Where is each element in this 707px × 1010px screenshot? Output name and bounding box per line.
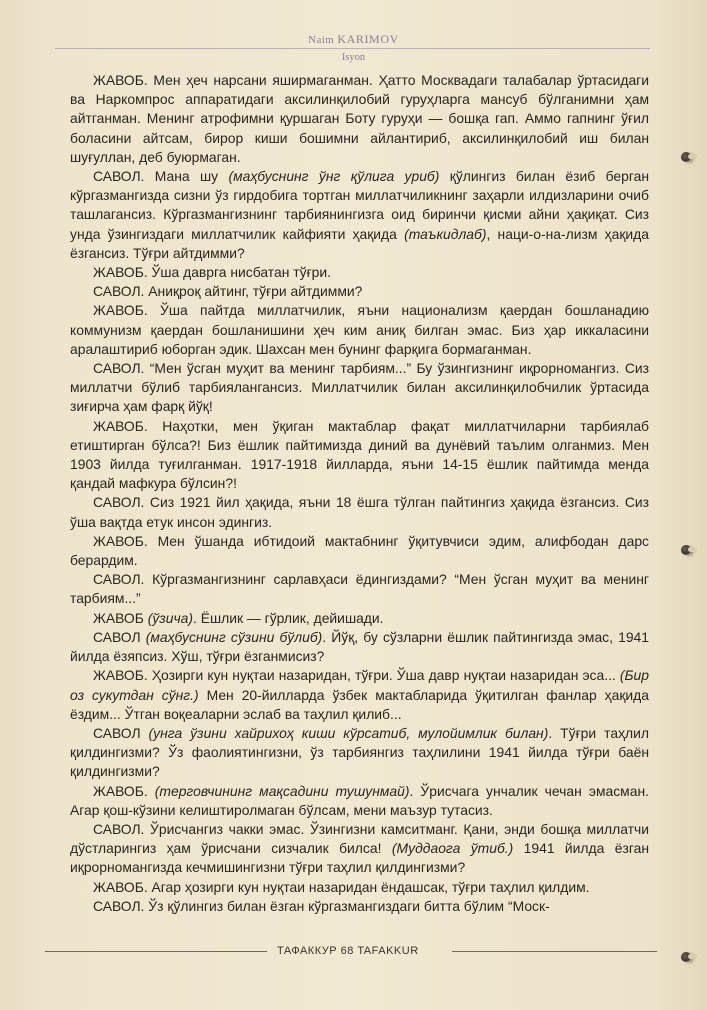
- paragraph-text: ЖАВОБ. Ҳозирги кун нуқтаи назаридан, тўғри. Ўша давр нуқтаи назаридан эса...: [93, 667, 620, 684]
- paragraph-text: . Йўқ, бу сўзларни ёшлик пайтингизда эмас, 1941 йилда ёзяпсиз. Хўш, тўғри ёзганмисиз?: [70, 628, 650, 665]
- paragraph-text: . Ёшлик — гўрлик, дейишади.: [192, 609, 384, 626]
- author-first-name: Naim: [308, 34, 335, 46]
- binding-hole-icon: [681, 152, 691, 162]
- paragraph-text: ЖАВОБ: [93, 609, 148, 626]
- paragraph-text: ЖАВОБ. Мен ҳеч нарсани яширмаганман. Ҳатто Москвадаги талабалар ўртасидаги ва Наркомпрос аппаратидаги аксилинқилобий гуруҳларга мансуб бўлганимни ҳам айтганман. Менинг атрофимни қуршаган Боту гуруҳи — бошқа гап. Аммо гапнинг ўғил боласини айтсам, бирор киши бошимни айлантириб, аксилинқилобий иш билан шуғуллан, деб буюрмаган.: [70, 72, 649, 165]
- stage-direction: (Муддаога ўтиб.): [391, 840, 514, 857]
- stage-direction: (унга ўзини хайрихоҳ киши кўрсатиб, мулойимлик билан): [148, 724, 549, 741]
- running-head: [0, 33, 707, 64]
- paragraph-text: . Ўрисчага унчалик чечан эмасман. Агар қош-кўзини келиштиролмаган бўлсам, мени маъзур тутасиз.: [70, 782, 649, 818]
- paragraph: [70, 628, 649, 666]
- paragraph-text: , наци-о-на-лизм ҳақида ёзгансиз. Тўғри айтдимми?: [70, 225, 649, 261]
- paragraph-text: САВОЛ. “Мен ўсган муҳит ва менинг тарбиям...” Бу ўзингизнинг иқрорномангиз. Сиз миллатчи бўлиб тарбияланганcиз. Миллатчилик билан аксилинқилобчилик ўртасида зиғирча ҳам фарқ йўқ!: [70, 360, 649, 415]
- footer-rule-right: [452, 951, 657, 952]
- paragraph: [70, 263, 649, 282]
- paragraph: [70, 878, 649, 897]
- paragraph-text: 1941 йилда ёзган иқрорномангизда кечмишингизни тўғри таҳлил қилдингизми?: [70, 840, 649, 876]
- binding-hole-icon: [681, 545, 691, 555]
- body-text: [70, 71, 650, 916]
- stage-direction: (терговчининг мақсадини тушунмай): [154, 782, 410, 799]
- paragraph-text: САВОЛ. Мана шу: [93, 168, 229, 185]
- stage-direction: (ўзича): [147, 609, 193, 626]
- paragraph-text: Мен 20-йилларда ўзбек мактабларида ўқитилган фанлар ҳақида ёздим... Ўтган воқеаларни эслаб ва таҳлил қилиб...: [70, 686, 649, 722]
- paragraph-text: ЖАВОБ. Мен ўшанда ибтидоий мактабнинг ўқитувчиси эдим, алифбодан дарс берардим.: [70, 532, 649, 569]
- paragraph: [70, 609, 649, 628]
- binding-hole-icon: [681, 952, 691, 962]
- paragraph-text: САВОЛ. Ўрисчангиз чакки эмас. Ўзингизни камситманг. Қани, энди бошқа миллатчи дўстларингиз ҳам ўрисчани сизчалик билса!: [70, 820, 649, 857]
- paragraph-text: ЖАВОБ. Агар ҳозирги кун нуқтаи назаридан ёндашсак, тўғри таҳлил қилдим.: [93, 878, 590, 895]
- paragraph: [70, 167, 649, 263]
- stage-direction: (маҳбуснинг сўзини бўлиб): [145, 628, 323, 645]
- stage-direction: (маҳбуснинг ўнг қўлига уриб): [228, 168, 440, 185]
- paragraph-text: САВОЛ. Ўз қўлингиз билан ёзган кўргазмангиздаги битта бўлим “Моск-: [93, 897, 550, 914]
- paragraph-text: САВОЛ: [93, 628, 146, 645]
- footer-label: ТАФАККУР 68 TAFAKKUR: [277, 945, 419, 957]
- paragraph: [70, 570, 649, 608]
- header-rule: [55, 48, 650, 49]
- paragraph: [70, 71, 649, 167]
- paragraph: [70, 666, 649, 724]
- paragraph-text: ЖАВОБ.: [93, 782, 155, 799]
- paragraph: [70, 359, 649, 417]
- author-name: [0, 33, 707, 47]
- paragraph: [70, 417, 649, 494]
- paragraph: [70, 820, 649, 878]
- paragraph-text: ЖАВОБ. Ўша даврга нисбатан тўғри.: [93, 264, 331, 281]
- paragraph: [70, 724, 649, 782]
- paragraph-text: САВОЛ. Сиз 1921 йил ҳақида, яъни 18 ёшга тўлган пайтингиз ҳақида ёзгансиз. Сиз ўша вақтда етук инсон эдингиз.: [70, 494, 649, 530]
- paragraph-text: . Тўғри таҳлил қилдингизми? Ўз фаолиятингизни, ўз тарбиянгиз таҳлилини 1941 йилда тўғри баён қилдингизми?: [70, 724, 649, 780]
- footer-rule-left: [45, 951, 267, 952]
- paragraph-text: САВОЛ: [93, 724, 149, 741]
- paragraph: [70, 897, 649, 916]
- paragraph-text: ЖАВОБ. Наҳотки, мен ўқиган мактаблар фақат миллатчиларни тарбиялаб етиштирган бўлса?! Биз ёшлик пайтимизда диний ва дунёвий таълим олганмиз. Мен 1903 йилда туғилганман. 1917-1918 йилларда, яъни 14-15 ёшлик пайтимда менда қандай мафкура бўлсин?!: [70, 417, 649, 492]
- running-title: Isyon: [341, 52, 366, 63]
- paragraph: [70, 301, 649, 359]
- page-footer: [45, 945, 657, 959]
- stage-direction: (Бир оз сукутдан сўнг.): [70, 667, 649, 703]
- paragraph-text: САВОЛ. Кўргазмангизнинг сарлавҳаси ёдингиздами? “Мен ўсган муҳит ва менинг тарбиям...”: [70, 571, 649, 607]
- paragraph-text: САВОЛ. Аниқроқ айтинг, тўғри айтдимми?: [93, 283, 363, 300]
- stage-direction: (таъкидлаб): [404, 225, 487, 242]
- paragraph: [70, 493, 649, 531]
- author-last-name: KARIMOV: [337, 32, 399, 46]
- paragraph-text: ЖАВОБ. Ўша пайтда миллатчилик, яъни национализм қаердан бошланадию коммунизм қаердан бошланишини ҳеч ким аниқ билган эмас. Биз ҳар иккаласини аралаштириб юборган эдик. Шахсан мен бунинг фарқига бормаганман.: [70, 302, 649, 357]
- paragraph: [70, 282, 649, 301]
- paragraph-text: қўлингиз билан ёзиб берган кўргазмангизда сизни ўз гирдобига тортган миллатчиликнинг заҳарли илдизларини очиб ташлагансиз. Кўргазмангизнинг тарбиянингизга оид биринчи қисми айни ҳақиқат. Сиз унда ўзингиздаги миллатчилик кайфияти ҳақида: [70, 168, 650, 242]
- paragraph: [70, 532, 649, 570]
- paragraph: [70, 782, 649, 820]
